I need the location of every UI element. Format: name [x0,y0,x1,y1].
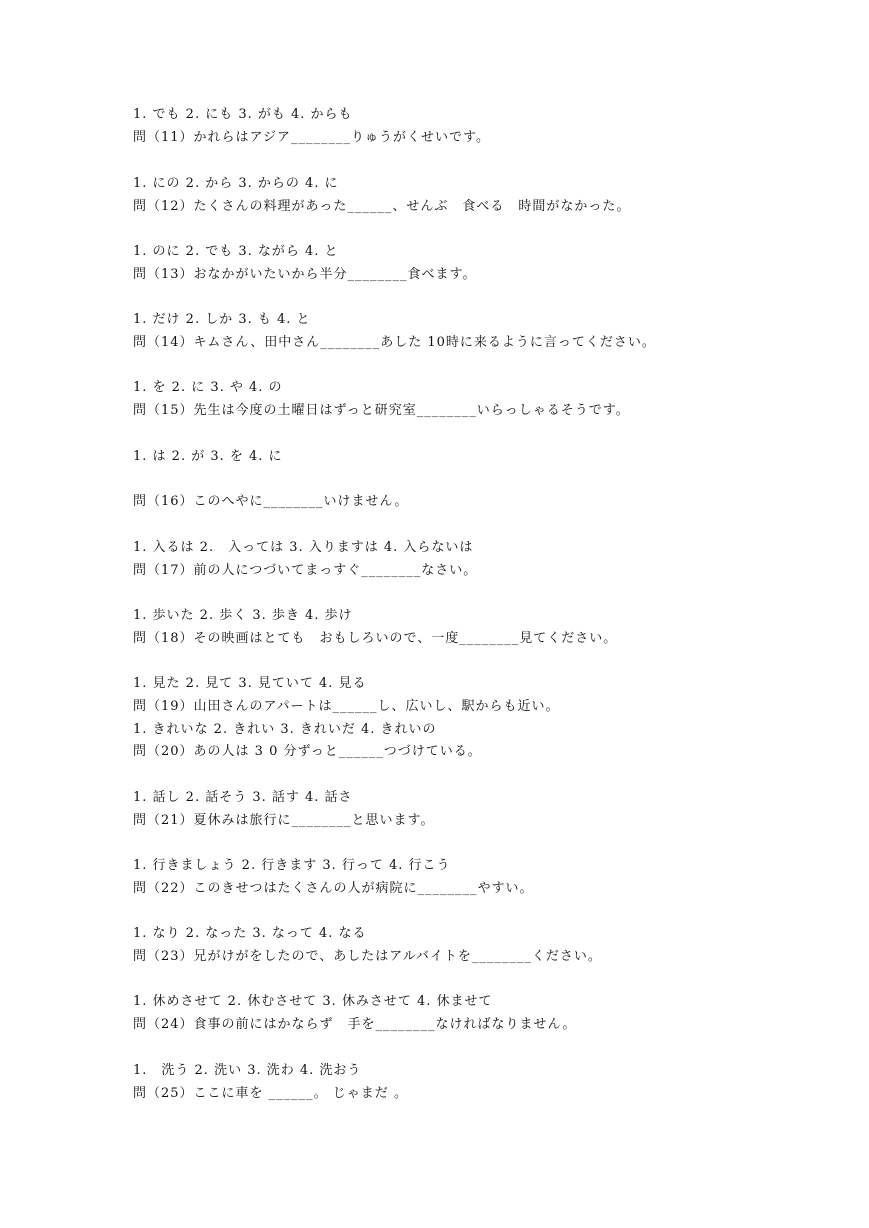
answer-choices-line: 1. でも 2. にも 3. がも 4. からも [133,107,353,122]
question-23: 問（23）兄がけがをしたので、あしたはアルバイトを________ください。 [133,949,602,964]
answer-choices-line: 1. だけ 2. しか 3. も 4. と [133,312,311,327]
question-12: 問（12）たくさんの料理があった______、せんぶ 食べる 時間がなかった。 [133,199,631,214]
answer-choices-line: 1. 話し 2. 話そう 3. 話す 4. 話さ [133,790,353,805]
question-14: 問（14）キムさん、田中さん________あした 10時に来るように言ってください。 [133,335,656,350]
question-18: 問（18）その映画はとても おもしろいので、一度________見てください。 [133,631,618,646]
answer-choices-line: 1. 行きましょう 2. 行きます 3. 行って 4. 行こう [133,858,451,873]
question-13: 問（13）おなかがいたいから半分________食べます。 [133,267,477,282]
question-20: 問（20）あの人は 3 0 分ずっと______つづけている。 [133,744,482,759]
answer-choices-line: 1. きれいな 2. きれい 3. きれいだ 4. きれいの [133,722,437,737]
question-11: 問（11）かれらはアジア________りゅうがくせいです。 [133,130,490,145]
question-19: 問（19）山田さんのアパートは______し、広いし、駅からも近い。 [133,699,560,714]
question-25: 問（25）ここに車を ______。 じゃまだ 。 [133,1086,408,1101]
question-22: 問（22）このきせつはたくさんの人が病院に________やすい。 [133,881,534,896]
question-17: 問（17）前の人につづいてまっすぐ________なさい。 [133,563,478,578]
question-21: 問（21）夏休みは旅行に________と思います。 [133,813,435,828]
answer-choices-line: 1. 見た 2. 見て 3. 見ていて 4. 見る [133,676,367,691]
answer-choices-line: 1. にの 2. から 3. からの 4. に [133,176,339,191]
answer-choices-line: 1. を 2. に 3. や 4. の [133,380,283,395]
question-15: 問（15）先生は今度の土曜日はずっと研究室________いらっしゃるそうです。 [133,403,630,418]
answer-choices-line: 1. 歩いた 2. 歩く 3. 歩き 4. 歩け [133,608,353,623]
answer-choices-line: 1. なり 2. なった 3. なって 4. なる [133,926,367,941]
answer-choices-line: 1. のに 2. でも 3. ながら 4. と [133,244,339,259]
answer-choices-line: 1. 洗う 2. 洗い 3. 洗わ 4. 洗おう [133,1063,362,1078]
answer-choices-line: 1. 休めさせて 2. 休むさせて 3. 休みさせて 4. 休ませて [133,994,493,1009]
answer-choices-line: 1. 入るは 2. 入っては 3. 入りますは 4. 入らないは [133,540,474,555]
question-16: 問（16）このへやに________いけません。 [133,494,409,509]
answer-choices-line: 1. は 2. が 3. を 4. に [133,449,283,464]
question-24: 問（24）食事の前にはかならず 手を________なければなりません。 [133,1017,577,1032]
